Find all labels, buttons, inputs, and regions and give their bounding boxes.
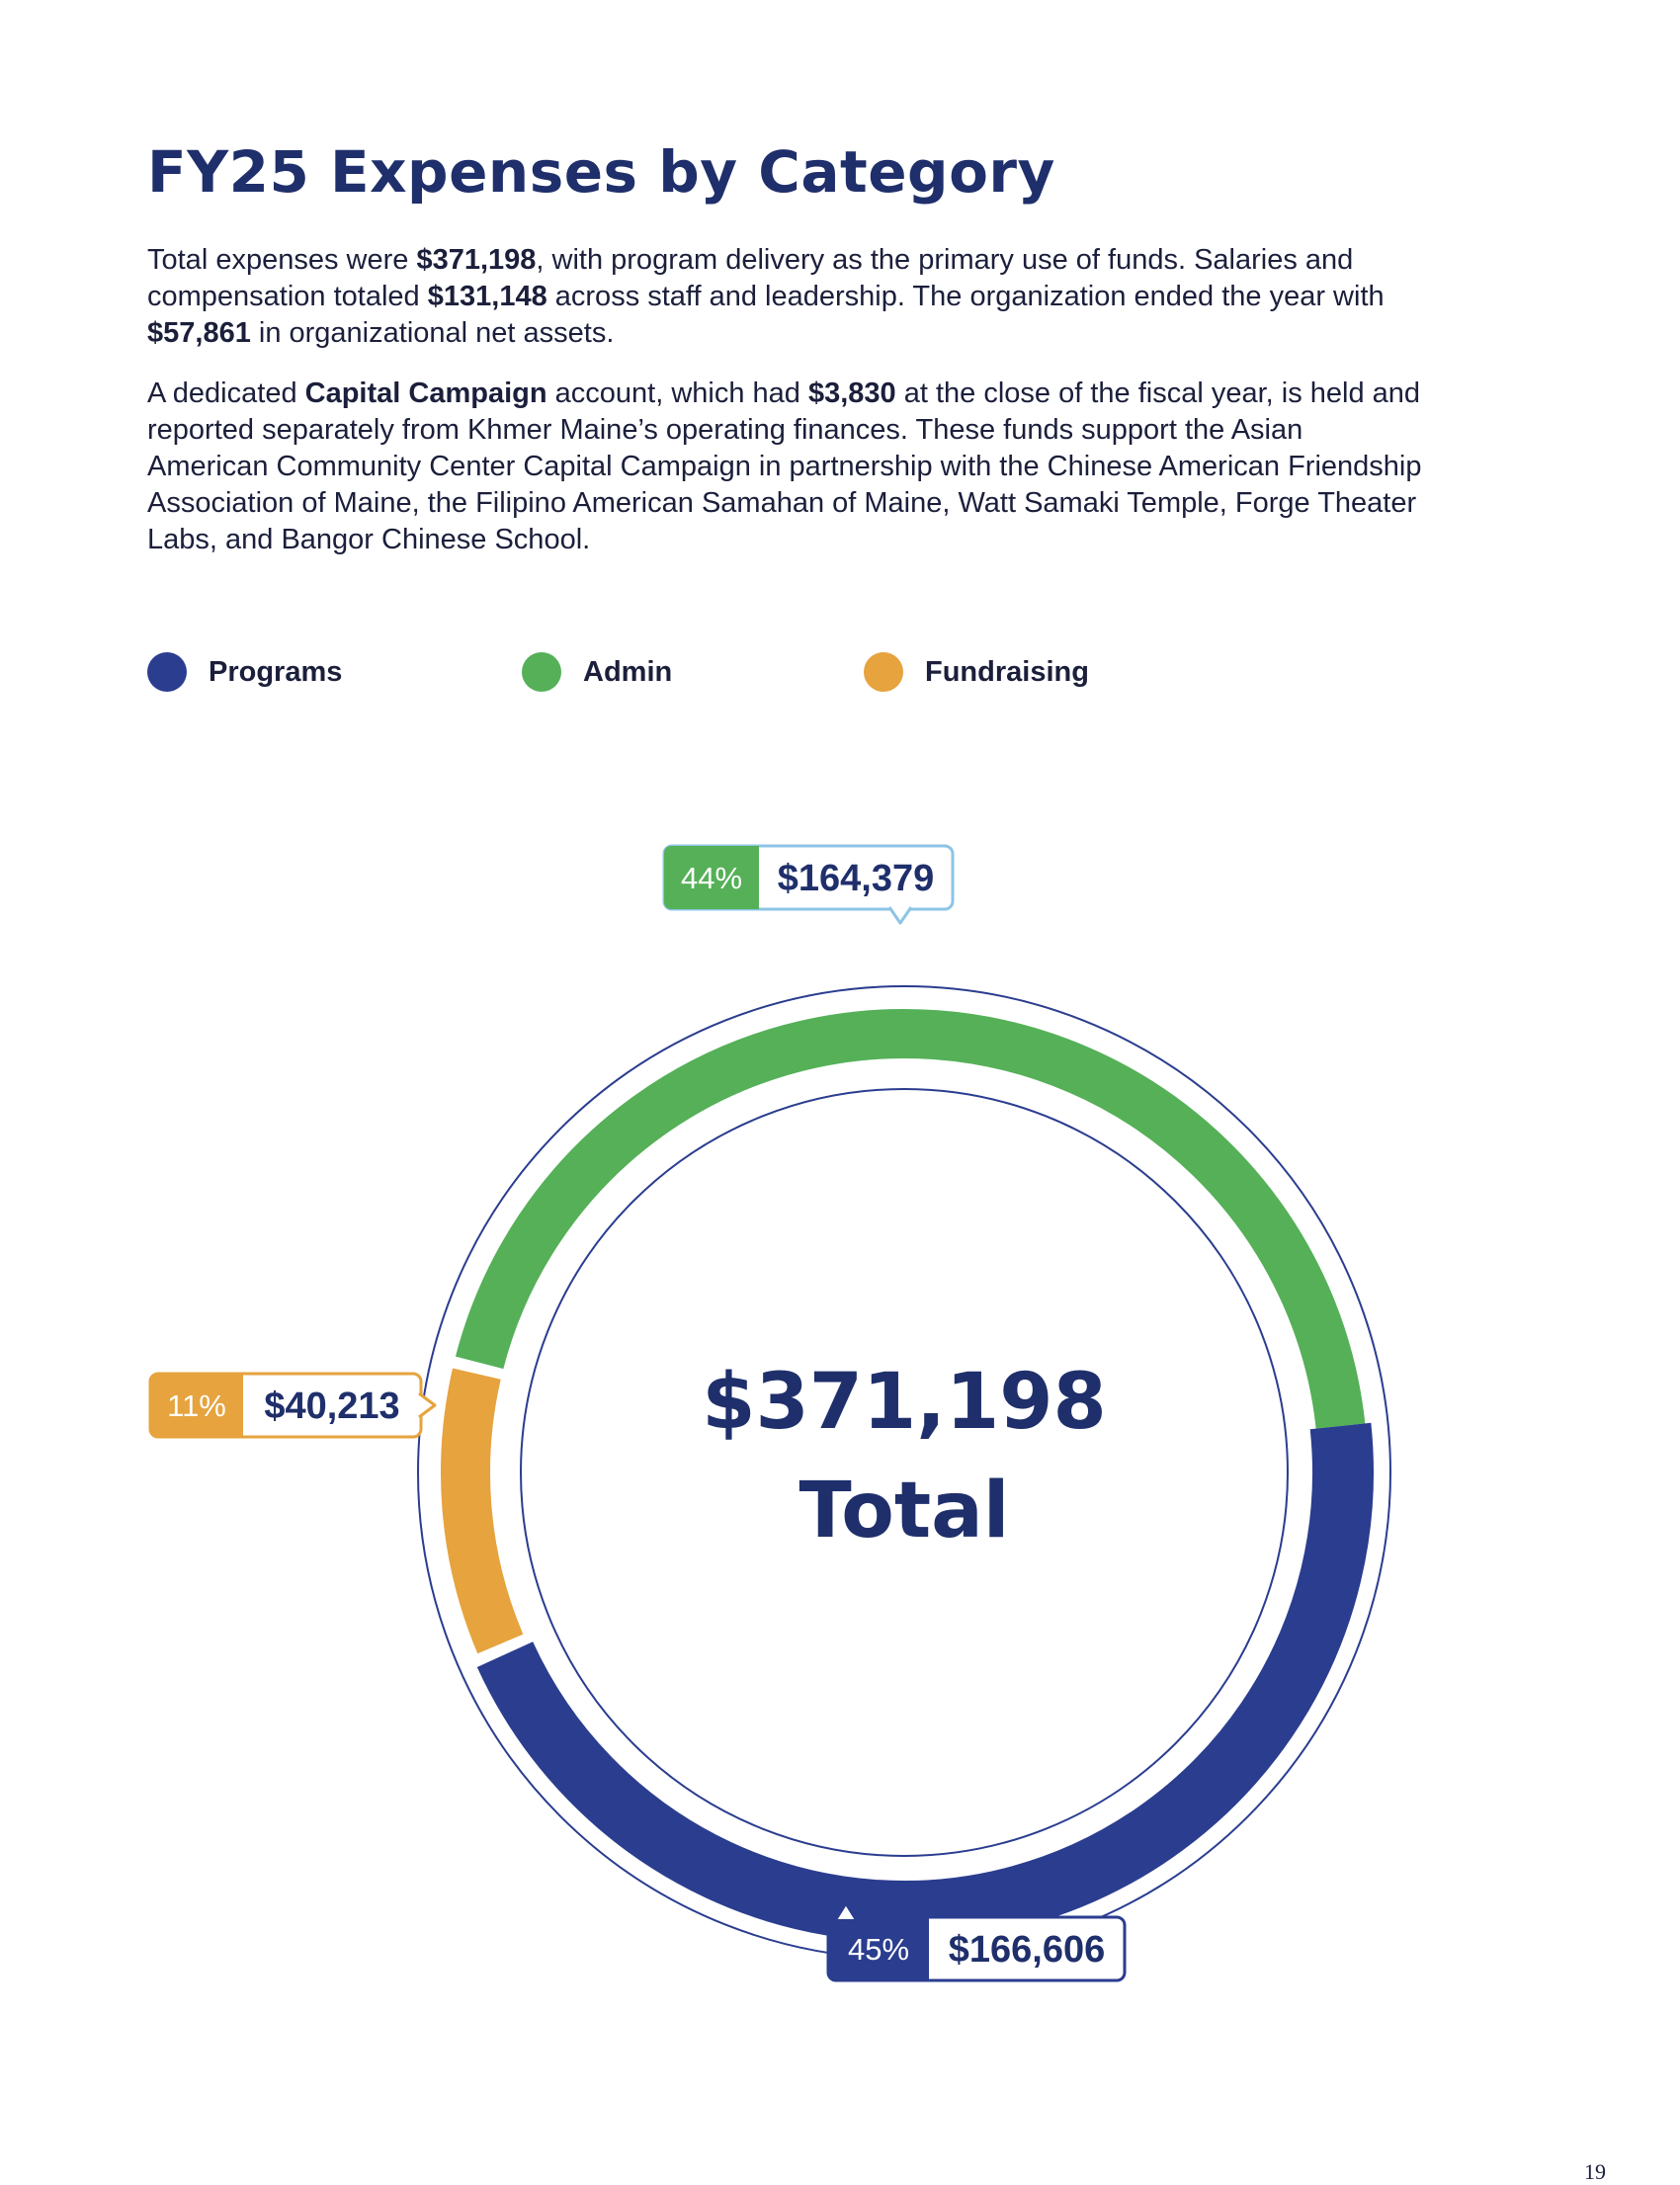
text-run: at the close of the fiscal year, is held and reported separately from Khmer Maine’s operating finances. These funds support the Asian American Community Center Capital Campaign in partnership with the Chinese American Friendship Association of Maine, the Filipino American Samahan of Maine, Watt Samaki Temple, Forge Theater Labs, and Bangor Chinese School.	[147, 378, 1422, 555]
total-expenses-value: $371,198	[416, 244, 537, 276]
page-title: FY25 Expenses by Category	[147, 138, 1055, 206]
callout-admin-value: $164,379	[777, 858, 935, 899]
text-run: , with program delivery as the primary use of funds. Salaries and compensation totaled	[147, 244, 1354, 312]
legend-label-admin: Admin	[583, 655, 673, 688]
callout-admin-percent: 44%	[680, 861, 743, 895]
text-run: across staff and leadership. The organization ended the year with	[546, 281, 1385, 312]
text-run: in organizational net assets.	[250, 317, 615, 349]
legend-label-fundraising: Fundraising	[925, 655, 1089, 688]
capital-campaign-label: Capital Campaign	[304, 378, 547, 409]
text-run: Total expenses were	[147, 244, 417, 276]
text-run: account, which had	[546, 378, 808, 409]
callout-fundraising-value: $40,213	[264, 1386, 400, 1427]
legend-label-programs: Programs	[209, 655, 343, 688]
text-run: A dedicated	[147, 378, 305, 409]
callout-fundraising	[150, 1374, 435, 1437]
callout-admin-pointer	[889, 907, 911, 923]
net-assets-value: $57,861	[147, 317, 251, 349]
callout-fundraising-percent: 11%	[167, 1388, 226, 1423]
page-number: 19	[1584, 2159, 1606, 2184]
donut-segment-fundraising	[465, 1374, 500, 1643]
callout-admin	[664, 846, 953, 923]
salaries-value: $131,148	[427, 281, 547, 312]
callout-programs-value: $166,606	[948, 1929, 1106, 1971]
center-total-label: Total	[798, 1467, 1010, 1555]
callout-programs-percent: 45%	[847, 1932, 910, 1967]
center-total-value: $371,198	[702, 1358, 1107, 1447]
callout-fundraising-pointer	[419, 1393, 435, 1417]
capital-campaign-value: $3,830	[807, 378, 896, 409]
